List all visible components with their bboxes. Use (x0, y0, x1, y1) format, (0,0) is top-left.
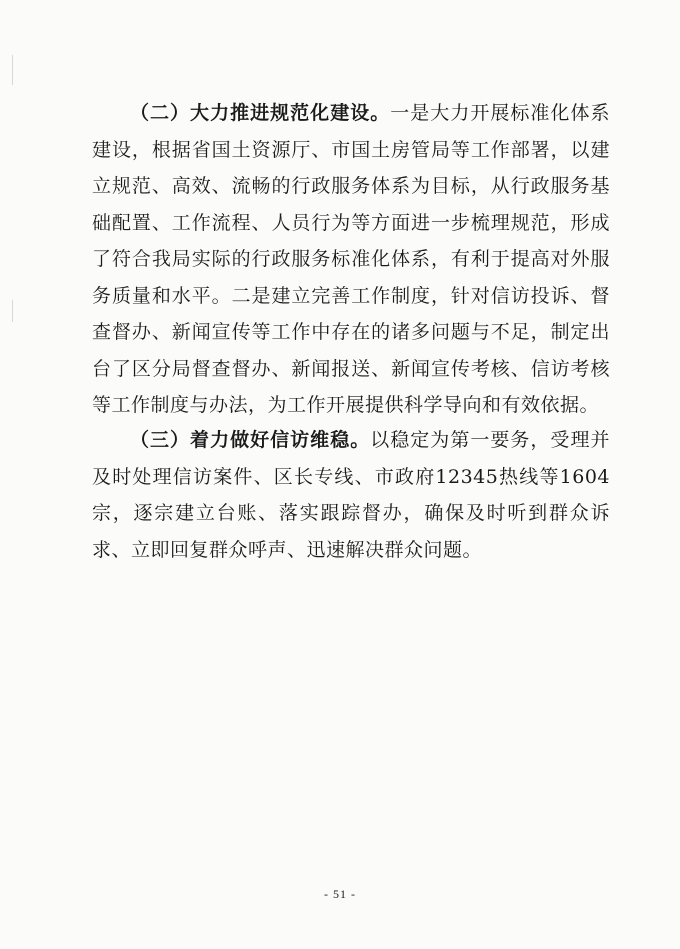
paragraph-standardization (92, 95, 610, 424)
paragraph-body-petition: 以稳定为第一要务，受理并及时处理信访案件、区长专线、市政府12345热线等1604宗，逐宗建立台账、落实跟踪督办，确保及时听到群众诉求、立即回复群众呼声、迅速解决群众问题。 (92, 429, 610, 561)
section-heading-petition: （三）着力做好信访维稳。 (130, 429, 371, 451)
scan-edge-mark (12, 55, 13, 85)
paragraph-petition (92, 422, 610, 568)
paragraph-body-standardization: 一是大力开展标准化体系建设，根据省国土资源厅、市国土房管局等工作部署，以建立规范、高效、流畅的行政服务体系为目标，从行政服务基础配置、工作流程、人员行为等方面进一步梳理规范，形成了符合我局实际的行政服务标准化体系，有利于提高对外服务质量和水平。二是建立完善工作制度，针对信访投诉、督查督办、新闻宣传等工作中存在的诸多问题与不足，制定出台了区分局督查督办、新闻报送、新闻宣传考核、信访考核等工作制度与办法，为工作开展提供科学导向和有效依据。 (92, 102, 610, 416)
section-heading-standardization: （二）大力推进规范化建设。 (130, 102, 391, 124)
scan-edge-mark (12, 300, 13, 322)
page-number: - 51 - (324, 887, 356, 901)
